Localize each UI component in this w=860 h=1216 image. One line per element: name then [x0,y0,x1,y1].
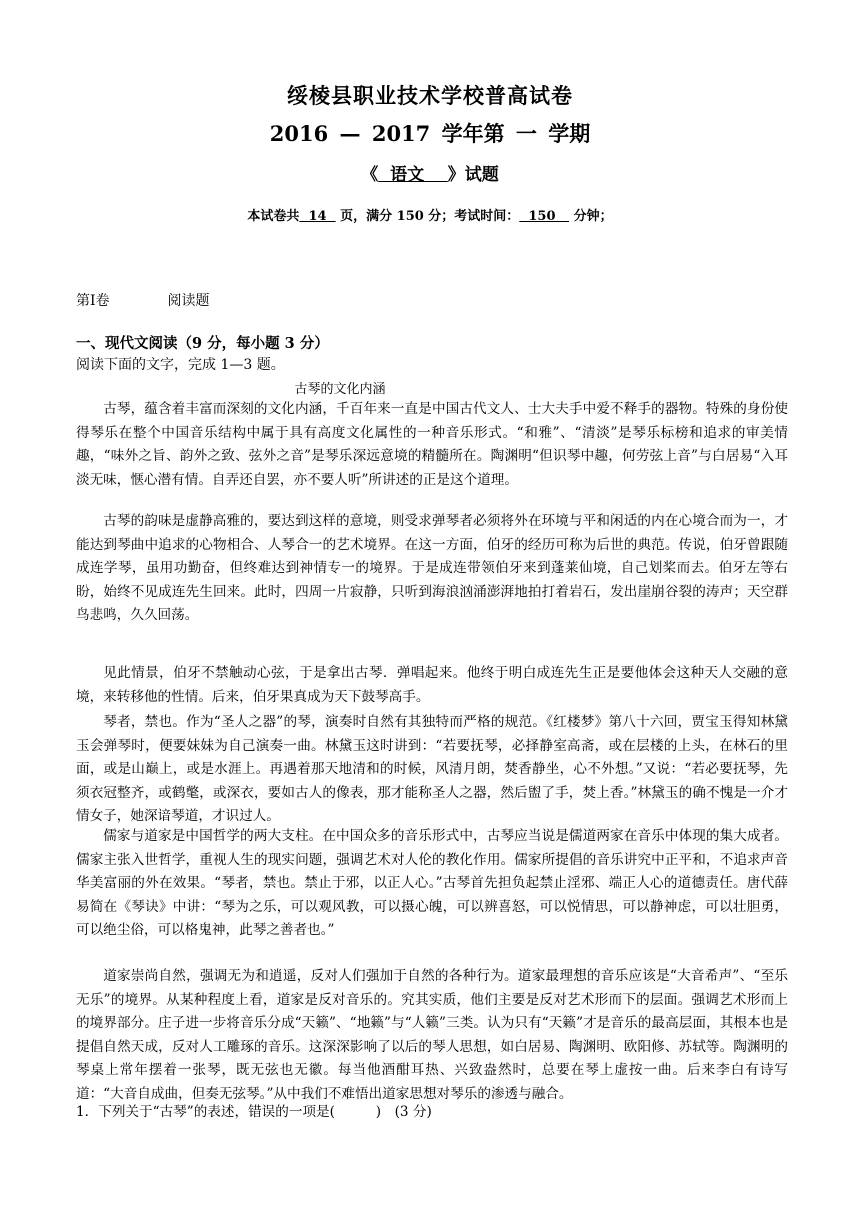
section-heading [76,290,210,310]
volume-label: 第Ⅰ卷 [76,293,110,309]
paragraph-6: 道家崇尚自然，强调无为和逍遥，反对人们强加于自然的各种行为。道家最理想的音乐应该是“大音希声”、“至乐无乐”的境界。从某种程度上看，道家是反对音乐的。究其实质，他们主要是反对艺术形而下的层面。强调艺术形而上的境界部分。庄子进一步将音乐分成“天籁”、“地籁”与“人籁”三类。认为只有“天籁”才是音乐的最高层面，其根本也是提倡自然天成，反对人工雕琢的音乐。这深深影响了以后的琴人思想，如白居易、陶渊明、欧阳修、苏轼等。陶渊明的琴桌上常年摆着一张琴，既无弦也无徽。每当他酒酣耳热、兴致盎然时，总要在琴上虚按一曲。后来李白有诗写道：“大音自成曲，但奏无弦琴。”从中我们不难悟出道家思想对琴乐的渗透与融合。 [76,968,788,1102]
paragraph-1: 古琴，蕴含着丰富而深刻的文化内涵，千百年来一直是中国古代文人、士大夫手中爱不释手的器物。特殊的身份使得琴乐在整个中国音乐结构中属于具有高度文化属性的一种音乐形式。“和雅”、“清淡”是琴乐标榜和追求的审美情趣，“味外之旨、韵外之致、弦外之音”是琴乐深远意境的精髓所在。陶渊明“但识琴中趣，何劳弦上音”与白居易“入耳淡无味，惬心潜有情。自弄还自罢，亦不要人听”所讲述的正是这个道理。 [76,401,788,488]
part-heading: 一、现代文阅读（9 分，每小题 3 分） [76,335,329,352]
paragraph-4: 琴者，禁也。作为“圣人之器”的琴，演奏时自然有其独特而严格的规范。《红楼梦》第八十六回，贾宝玉得知林黛玉会弹琴时，便要妹妹为自己演奏一曲。林黛玉这时讲到：“若要抚琴，必择静室高斋，或在层楼的上头，在林石的里面，或是山巅上，或是水涯上。再遇着那天地清和的时候，风清月朗，焚香静坐，心不外想。”又说：“若必要抚琴，先须衣冠整齐，或鹤氅，或深衣，要如古人的像表，那才能称圣人之器，然后盥了手，焚上香。”林黛玉的确不愧是一介才情女子，她深谙琴道，才识过人。 [76,714,788,824]
paragraph-2: 古琴的韵味是虚静高雅的，要达到这样的意境，则受求弹琴者必须将外在环境与平和闲适的内在心境合而为一，才能达到琴曲中追求的心物相合、人琴合一的艺术境界。在这一方面，伯牙的经历可称为后世的典范。传说，伯牙曾跟随成连学琴，虽用功勤奋，但终难达到神情专一的境界。于是成连带领伯牙来到蓬莱仙境，自己划桨而去。伯牙左等右盼，始终不见成连先生回来。此时，四周一片寂静，只听到海浪汹涌澎湃地拍打着岩石，发出崖崩谷裂的涛声；天空群鸟悲鸣，久久回荡。 [76,513,788,623]
reading-instruction: 阅读下面的文字，完成 1—3 题。 [76,357,285,373]
question-1: 1．下列关于“古琴”的表述，错误的一项是( ) (3 分) [76,1104,432,1120]
subject-name: 语文 [378,165,448,185]
info-suffix: 分钟； [569,209,613,224]
paragraph-3: 见此情景，伯牙不禁触动心弦，于是拿出古琴．弹唱起来。他终于明白成连先生正是要他体会这种天人交融的意境，来转移他的性情。后来，伯牙果真成为天下鼓琴高手。 [76,665,788,705]
subject-close: 》试题 [447,165,499,185]
subject-open: 《 [361,165,379,185]
article-title: 古琴的文化内涵 [294,382,386,397]
info-mid: 页，满分 150 分；考试时间： [335,209,520,224]
exam-info [0,205,860,224]
info-prefix: 本试卷共 [247,209,300,224]
info-pages: 14 [299,209,336,224]
info-time: 150 [519,209,570,224]
subject-title [0,160,860,185]
section-name: 阅读题 [167,293,210,309]
semester-line: 2016 — 2017 学年第 一 学期 [269,121,591,146]
school-title: 绥棱县职业技术学校普高试卷 [287,83,573,108]
paragraph-5: 儒家与道家是中国哲学的两大支柱。在中国众多的音乐形式中，古琴应当说是儒道两家在音乐中体现的集大成者。儒家主张入世哲学，重视人生的现实问题，强调艺术对人伦的教化作用。儒家所提倡的音乐讲究中正平和，不追求声音华美富丽的外在效果。“琴者，禁也。禁止于邪，以正人心。”古琴首先担负起禁止淫邪、端正人心的道德责任。唐代薛易简在《琴诀》中讲：“琴为之乐，可以观风教，可以摄心魄，可以辨喜怒，可以悦情思，可以静神虑，可以壮胆勇，可以绝尘俗，可以格鬼神，此琴之善者也。” [76,828,788,938]
